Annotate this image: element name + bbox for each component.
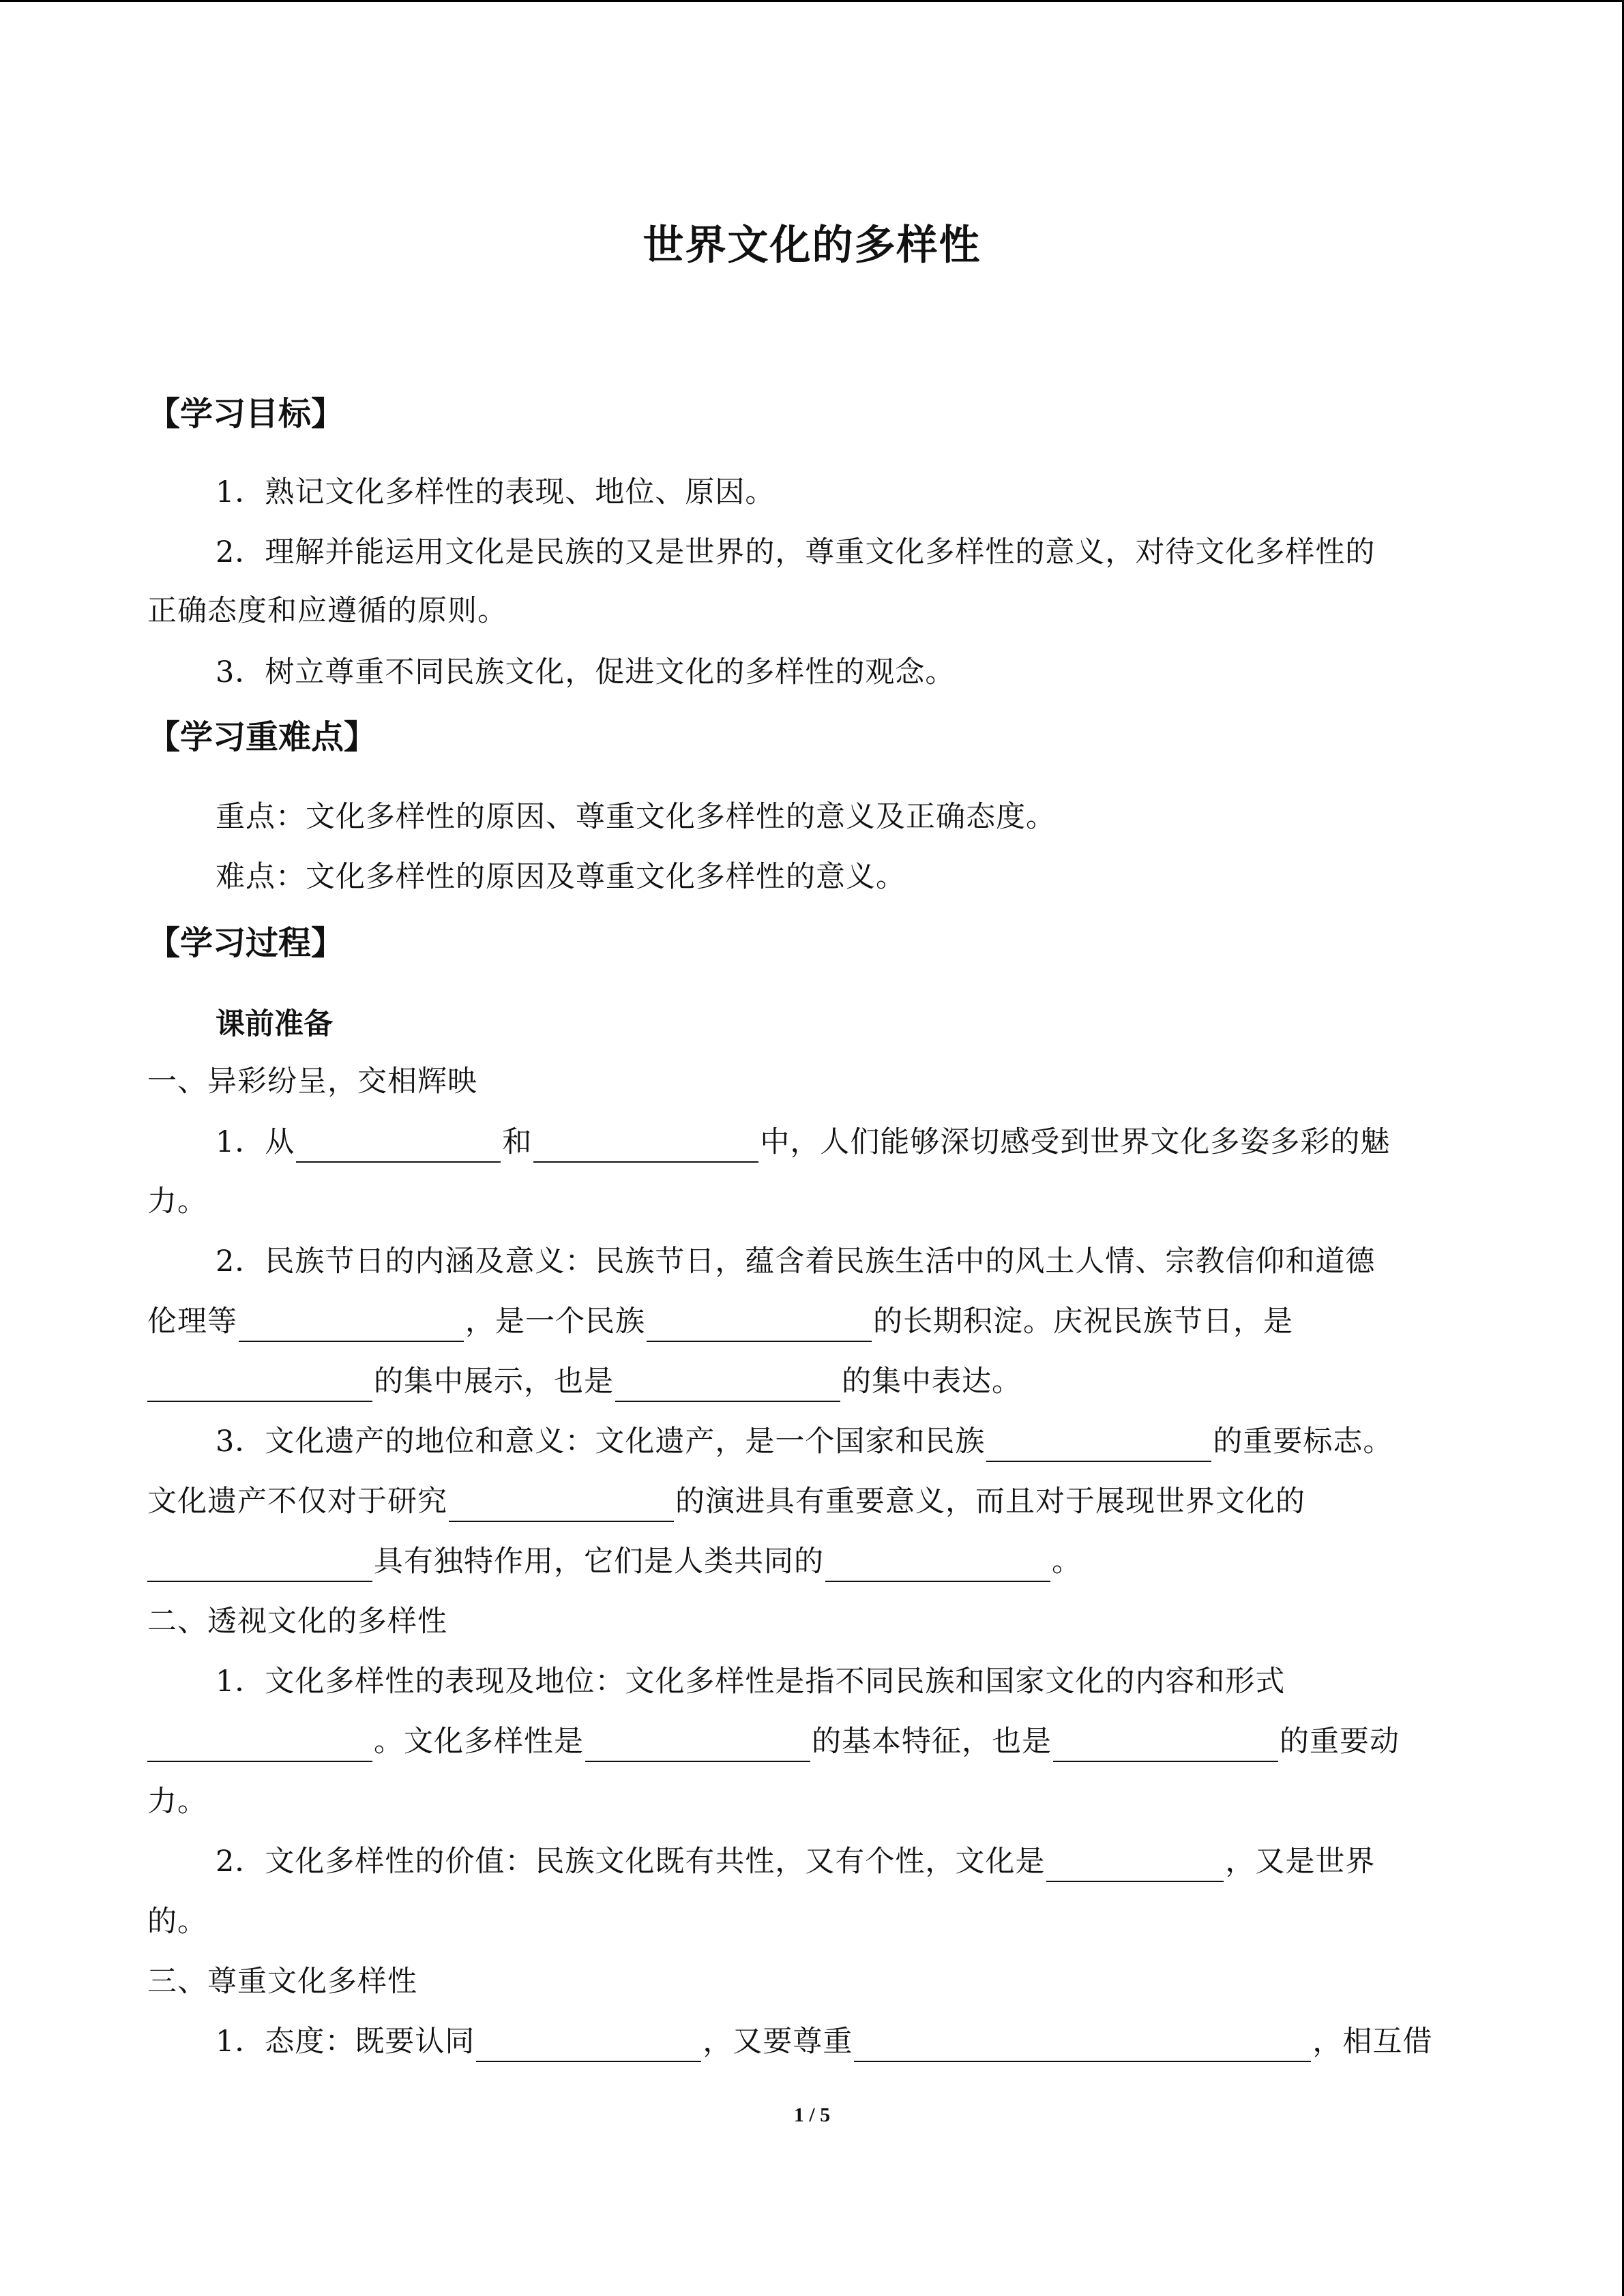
fill-blank[interactable] <box>449 1491 674 1522</box>
part2-q1-line3: 力。 <box>147 1785 207 1819</box>
part1-q2-line3: 的集中展示，也是 的集中表达。 <box>147 1361 1022 1402</box>
fill-blank[interactable] <box>476 2031 701 2062</box>
part2-title: 二、透视文化的多样性 <box>147 1605 447 1639</box>
page-title: 世界文化的多样性 <box>643 222 981 269</box>
fill-blank[interactable] <box>533 1131 758 1163</box>
objective-3: 3．树立尊重不同民族文化，促进文化的多样性的观念。 <box>216 655 956 689</box>
fill-blank[interactable] <box>585 1731 810 1762</box>
part3-q1-line1: 1．态度：既要认同 ，又要尊重 ，相互借 <box>216 2021 1432 2062</box>
part1-q3-line2: 文化遗产不仅对于研究 的演进具有重要意义，而且对于展现世界文化的 <box>147 1481 1305 1522</box>
fill-blank[interactable] <box>147 1731 372 1762</box>
part1-q2-line2: 伦理等 ，是一个民族 的长期积淀。庆祝民族节日，是 <box>147 1301 1293 1342</box>
fill-blank[interactable] <box>147 1551 372 1582</box>
part1-q3-line3: 具有独特作用，它们是人类共同的 。 <box>147 1541 1082 1582</box>
part1-q1-line2: 力。 <box>147 1184 207 1219</box>
objective-1: 1．熟记文化多样性的表现、地位、原因。 <box>216 475 776 509</box>
page-number: 1 / 5 <box>793 2104 831 2126</box>
heading-process: 【学习过程】 <box>147 924 344 962</box>
part2-q1-line2: 。文化多样性是 的基本特征，也是 的重要动 <box>147 1721 1400 1762</box>
fill-blank[interactable] <box>296 1131 501 1163</box>
part1-title: 一、异彩纷呈，交相辉映 <box>147 1064 477 1099</box>
fill-blank[interactable] <box>986 1431 1211 1462</box>
part2-q1-line1: 1．文化多样性的表现及地位：文化多样性是指不同民族和国家文化的内容和形式 <box>216 1665 1286 1699</box>
fill-blank[interactable] <box>615 1371 840 1402</box>
part3-title: 三、尊重文化多样性 <box>147 1965 417 1999</box>
part2-q2-line1: 2．文化多样性的价值：民族文化既有共性，又有个性，文化是 ，又是世界 <box>216 1841 1375 1882</box>
fill-blank[interactable] <box>147 1371 372 1402</box>
objective-2-line2: 正确态度和应遵循的原则。 <box>147 594 507 628</box>
objective-2-line1: 2．理解并能运用文化是民族的又是世界的，尊重文化多样性的意义，对待文化多样性的 <box>216 535 1376 569</box>
subheading-prep: 课前准备 <box>216 1007 333 1041</box>
heading-objectives: 【学习目标】 <box>147 395 344 433</box>
heading-key-points: 【学习重难点】 <box>147 718 377 756</box>
fill-blank[interactable] <box>825 1551 1050 1582</box>
fill-blank[interactable] <box>854 2031 1311 2062</box>
key-point: 重点：文化多样性的原因、尊重文化多样性的意义及正确态度。 <box>216 800 1056 834</box>
fill-blank[interactable] <box>1046 1851 1224 1882</box>
fill-blank[interactable] <box>1053 1731 1278 1762</box>
difficult-point: 难点：文化多样性的原因及尊重文化多样性的意义。 <box>216 860 906 894</box>
fill-blank[interactable] <box>239 1311 464 1342</box>
part2-q2-line2: 的。 <box>147 1905 207 1939</box>
fill-blank[interactable] <box>647 1311 872 1342</box>
part1-q3-line1: 3．文化遗产的地位和意义：文化遗产，是一个国家和民族 的重要标志。 <box>216 1421 1393 1462</box>
part1-q1-line1: 1．从 和 中，人们能够深切感受到世界文化多姿多彩的魅 <box>216 1122 1390 1163</box>
part1-q2-line1: 2．民族节日的内涵及意义：民族节日，蕴含着民族生活中的风土人情、宗教信仰和道德 <box>216 1244 1376 1279</box>
